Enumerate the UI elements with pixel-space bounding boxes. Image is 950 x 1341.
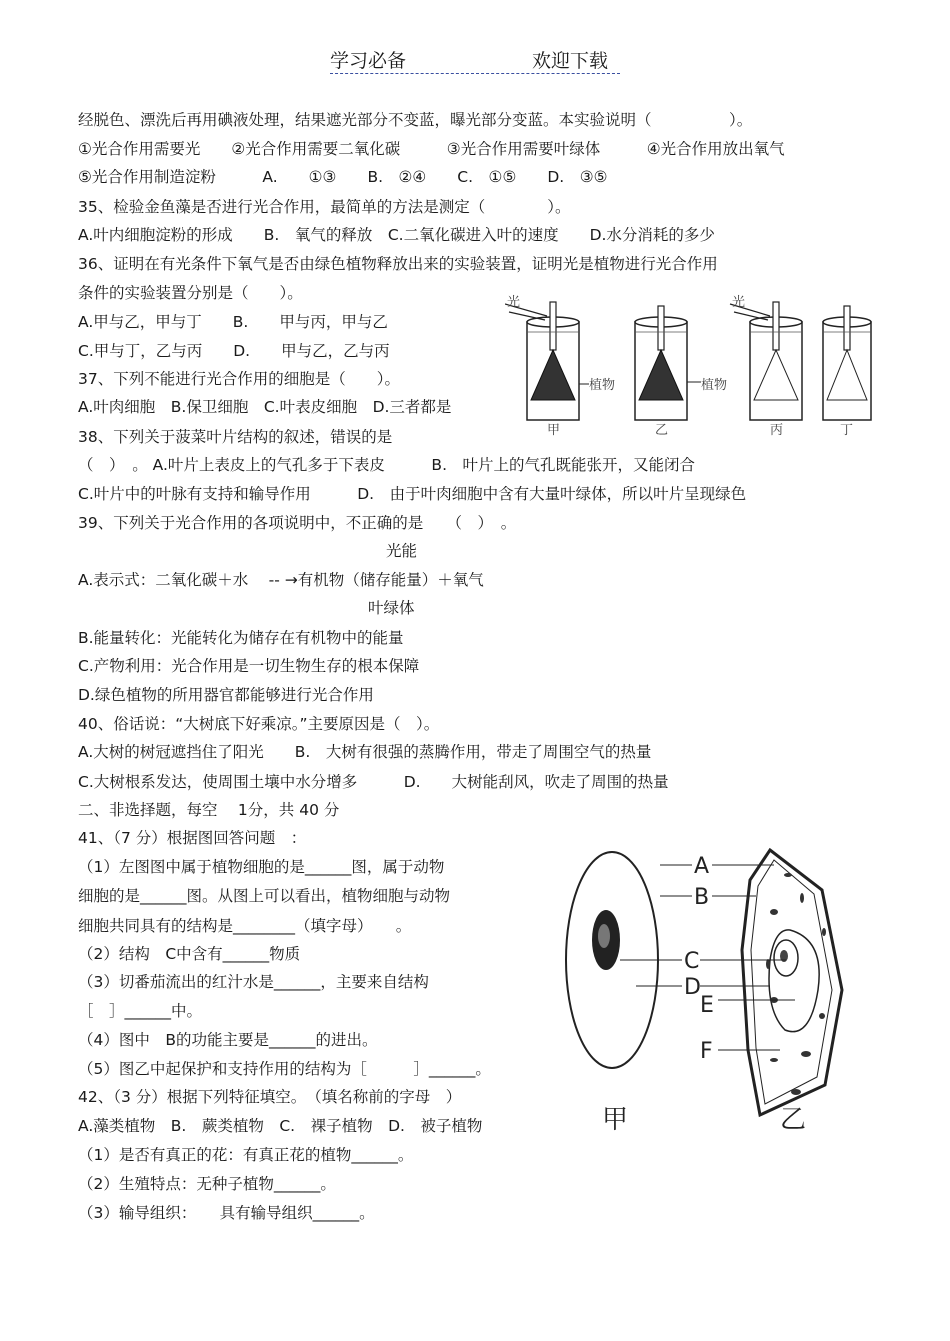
question-42-2: （2）生殖特点：无种子植物______。 [78,1175,336,1193]
question-41-3b: ［ ］______中。 [78,1002,203,1020]
label-b: B [694,885,710,910]
label-f: F [700,1039,713,1064]
question-37-options: A.叶肉细胞 B.保卫细胞 C.叶表皮细胞 D.三者都是 [78,398,452,416]
cell-label-yi: 乙 [780,1105,807,1135]
question-41-1a: （1）左图图中属于植物细胞的是______图，属于动物 [78,858,445,876]
plant-label-2: 植物 [701,378,728,393]
question-39-c: C.产物利用：光合作用是一切生物生存的根本保障 [78,657,420,675]
light-label-2: 光 [732,295,746,310]
cell-label-jia: 甲 [602,1105,629,1135]
header-right: 欢迎下载 [532,50,609,72]
jar-ding [823,306,871,420]
question-40-options-1: A.大树的树冠遮挡住了阳光 B. 大树有很强的蒸腾作用，带走了周围空气的热量 [78,743,652,761]
equation-top: 光能 [386,542,418,560]
question-38-options-1: （ ） 。 A.叶片上表皮上的气孔多于下表皮 B. 叶片上的气孔既能张开，又能闭合 [78,456,695,474]
question-41-1b: 细胞的是______图。从图上可以看出，植物细胞与动物 [78,887,451,905]
jar-label: 乙 [655,423,669,438]
question-42-options: A.藻类植物 B. 蕨类植物 C. 裸子植物 D. 被子植物 [78,1117,483,1135]
question-39-a: A.表示式：二氧化碳＋水 -- →有机物（储存能量）＋氧气 [78,571,484,589]
question-38-options-2: C.叶片中的叶脉有支持和输导作用 D. 由于叶肉细胞中含有大量叶绿体，所以叶片呈现绿色 [78,485,747,503]
question-39: 39、下列关于光合作用的各项说明中，不正确的是 （ ） 。 [78,514,517,532]
jar-label: 丁 [840,423,854,438]
jar-label: 丙 [770,423,784,438]
equation-bottom: 叶绿体 [368,599,415,617]
question-36-options-2: C.甲与丁，乙与丙 D. 甲与乙，乙与丙 [78,342,390,360]
text-line: ①光合作用需要光 ②光合作用需要二氧化碳 ③光合作用需要叶绿体 ④光合作用放出氧气 [78,140,785,158]
question-40: 40、俗话说：“大树底下好乘凉。”主要原因是（ ）。 [78,715,440,733]
jar-jia [505,302,579,420]
plant-label-1: 植物 [589,378,616,393]
jar-yi [635,306,701,420]
question-38: 38、下列关于菠菜叶片结构的叙述，错误的是 [78,428,393,446]
question-41-1c: 细胞共同具有的结构是________（填字母） 。 [78,917,412,935]
page-header [0,46,950,76]
question-42: 42、（3 分）根据下列特征填空。 （填名称前的字母 ） [78,1088,462,1106]
question-41-4: （4）图中 B的功能主要是______的进出。 [78,1031,378,1049]
label-e: E [700,993,714,1018]
cell-figure [560,840,860,1140]
header-underline [330,73,620,74]
text-line: 经脱色、漂洗后再用碘液处理，结果遮光部分不变蓝，曝光部分变蓝。本实验说明（ ）。 [78,111,753,129]
text-line: ⑤光合作用制造淀粉 A. ①③ B. ②④ C. ①⑤ D. ③⑤ [78,168,608,186]
question-36: 36、证明在有光条件下氧气是否由绿色植物释放出来的实验装置，证明光是植物进行光合作用 [78,255,718,273]
label-d: D [684,975,701,1000]
question-42-3: （3）输导组织： 具有输导组织______。 [78,1204,375,1222]
question-36-options-1: A.甲与乙，甲与丁 B. 甲与丙，甲与乙 [78,313,388,331]
question-39-b: B.能量转化：光能转化为储存在有机物中的能量 [78,629,404,647]
light-label-1: 光 [507,295,521,310]
question-40-options-2: C.大树根系发达，使周围土壤中水分增多 D. 大树能刮风，吹走了周围的热量 [78,773,669,791]
question-39-d: D.绿色植物的所用器官都能够进行光合作用 [78,686,374,704]
jar-bing [730,302,802,420]
header-left: 学习必备 [330,50,407,72]
question-41: 41、（7 分）根据图回答问题 ： [78,829,307,847]
question-36-cont: 条件的实验装置分别是（ ）。 [78,284,303,302]
jar-label: 甲 [547,423,561,438]
question-35-options: A.叶内细胞淀粉的形成 B. 氧气的释放 C.二氧化碳进入叶的速度 D.水分消耗的多少 [78,226,715,244]
section-2-heading: 二、非选择题，每空 1分，共 40 分 [78,801,340,819]
question-37: 37、下列不能进行光合作用的细胞是（ ）。 [78,370,400,388]
label-c: C [684,949,700,974]
question-35: 35、检验金鱼藻是否进行光合作用，最简单的方法是测定（ ）。 [78,198,571,216]
question-42-1: （1）是否有真正的花：有真正花的植物______。 [78,1146,414,1164]
question-41-3a: （3）切番茄流出的红汁水是______，主要来自结构 [78,973,429,991]
label-a: A [694,854,710,879]
question-41-2: （2）结构 C中含有______物质 [78,945,301,963]
experiment-figure [505,292,875,438]
question-41-5: （5）图乙中起保护和支持作用的结构为［ ］______。 [78,1060,491,1078]
